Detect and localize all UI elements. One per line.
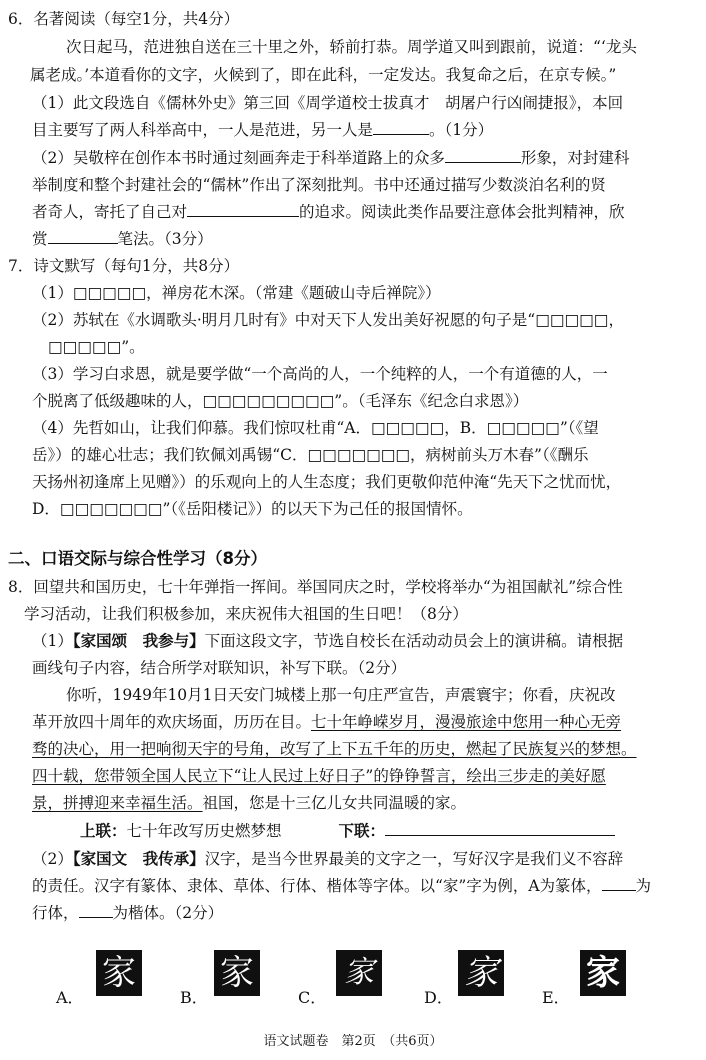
answer-blank[interactable] [602,875,636,891]
option-b-label: B． [180,988,208,1007]
section-title: 二、口语交际与综合性学习（8分） [8,549,267,568]
q8-2-line: （2）【家国文 我传承】汉字，是当今世界最美的文字之一，写好汉字是我们义不容辞 [32,850,624,868]
q7-line: □□□□□”。 [48,338,145,356]
q7-line: （1）□□□□□，禅房花木深。（常建《题破山寺后禅院》） [32,284,441,302]
q8-1-line: 画线句子内容，结合所学对联知识，补写下联。（2分） [32,659,407,677]
answer-blank[interactable] [373,119,429,135]
q6-2-line: 举制度和整个封建社会的“儒林”作出了深刻批判。书中还通过描写少数淡泊名利的贤 [32,176,606,194]
clerical-script-glyph[interactable]: 家 [214,950,260,996]
underlined-sentence: 景，拼搏迎来幸福生活。 [32,794,203,812]
q6-2-line: 者奇人，寄托了自己对 的追求。阅读此类作品要注意体会批判精神，欣 [32,203,625,221]
answer-blank[interactable] [445,147,521,163]
underlined-sentence: 四十载，您带领全国人民立下“让人民过上好日子”的铮铮誓言，绘出三步走的美好愿 [32,767,606,785]
answer-blank[interactable] [187,201,299,217]
speech-line: 景，拼搏迎来幸福生活。祖国，您是十三亿儿女共同温暖的家。 [32,794,467,812]
seal-script-glyph[interactable]: 家 [96,950,142,996]
q8-2-line: 的责任。汉字有篆体、隶体、草体、行体、楷体等字体。以“家”字为例，A为篆体， 为 [32,877,652,895]
cursive-script-glyph[interactable]: 家 [336,950,382,996]
speech-line: 革开放四十周年的欢庆场面，历历在目。七十年峥嵘岁月，漫漫旅途中您用一种心无旁 [32,713,622,731]
q6-passage-line: 属老成。’本道看你的文字，火候到了，即在此科，一定发达。我复命之后，在京专候。” [30,66,617,84]
q8-2-line: 行体， 为楷体。（2分） [32,904,224,922]
q7-line: （2）苏轼在《水调歌头·明月几时有》中对天下人发出美好祝愿的句子是“□□□□□， [32,311,624,329]
q7-line: D．□□□□□□□”（《岳阳楼记》）的以天下为己任的报国情怀。 [32,500,473,518]
option-d-label: D． [424,988,453,1007]
q8-1-line: （1）【家国颂 我参与】下面这段文字，节选自校长在活动动员会上的演讲稿。请根据 [32,632,624,650]
q7-title: 7．诗文默写（每句1分，共8分） [8,257,240,275]
option-c-label: C． [298,988,327,1007]
answer-blank[interactable] [79,902,113,918]
lower-couplet-blank[interactable] [385,820,615,836]
q7-line: （4）先哲如山，让我们仰慕。我们惊叹杜甫“A．□□□□□，B．□□□□□”（《望 [32,419,599,437]
q7-line: 岳》）的雄心壮志；我们钦佩刘禹锡“C．□□□□□□□，病树前头万木春”（《酬乐 [32,446,589,464]
speech-line: 你听，1949年10月1日天安门城楼上那一句庄严宣告，声震寰宇；你看，庆祝改 [66,686,616,704]
underlined-sentence: 骛的决心，用一把响彻天宇的号角，改写了上下五千年的历史，燃起了民族复兴的梦想。 [32,740,637,758]
q6-2-line: 赏 笔法。（3分） [32,230,213,248]
q8-intro-line: 8．回望共和国历史，七十年弹指一挥间。举国同庆之时，学校将举办“为祖国献礼”综合性 [8,578,623,596]
speech-line [32,738,637,760]
q8-intro-line: 学习活动，让我们积极参加，来庆祝伟大祖国的生日吧！（8分） [24,605,468,623]
q7-line: 天扬州初逢席上见赠》）的乐观向上的人生态度；我们更敬仰范仲淹“先天下之忧而忧， [32,473,622,491]
couplet-line: 上联：七十年改写历史燃梦想 下联： [80,820,615,842]
q6-passage-line: 次日起马，范进独自送在三十里之外，轿前打恭。周学道又叫到跟前，说道：“‘龙头 [66,38,637,56]
speech-line [32,765,606,787]
q6-1-line: （1）此文段选自《儒林外史》第三回《周学道校士拔真才 胡屠户行凶闹捷报》，本回 [32,94,624,112]
answer-blank[interactable] [48,228,118,244]
q6-1-line: 目主要写了两人科举高中，一人是范进，另一人是 。（1分） [32,121,494,139]
option-a-label: A． [56,988,84,1007]
q7-line: （3）学习白求恩，就是要学做“一个高尚的人，一个纯粹的人，一个有道德的人，一 [32,365,608,383]
q7-line: 个脱离了低级趣味的人，□□□□□□□□□”。（毛泽东《纪念白求恩》） [32,392,529,410]
option-e-label: E． [542,988,570,1007]
page-footer: 语文试题卷 第2页 （共6页） [263,1034,443,1049]
running-script-glyph[interactable]: 家 [458,950,504,996]
q6-title: 6．名著阅读（每空1分，共4分） [8,10,240,28]
underlined-sentence: 七十年峥嵘岁月，漫漫旅途中您用一种心无旁 [311,713,622,731]
regular-script-glyph[interactable]: 家 [580,950,626,996]
q6-2-line: （2）吴敬梓在创作本书时通过刻画奔走于科举道路上的众多 形象，对封建科 [32,149,630,167]
